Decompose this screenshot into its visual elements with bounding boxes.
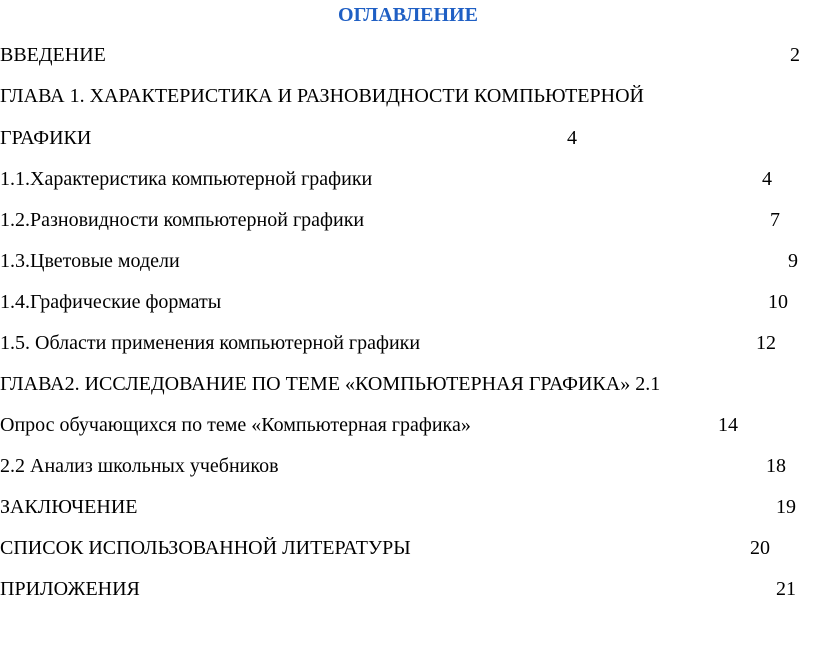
toc-page-number: 12 xyxy=(756,332,776,354)
toc-page-number: 4 xyxy=(762,168,772,190)
toc-entry-section-2-2: 2.2 Анализ школьных учебников xyxy=(0,455,279,477)
toc-page-number: 18 xyxy=(766,455,786,477)
toc-entry-section-2-1: Опрос обучающихся по теме «Компьютерная графика» xyxy=(0,414,471,436)
toc-page-number: 20 xyxy=(750,537,770,559)
toc-page-number: 21 xyxy=(776,578,796,600)
toc-entry-section-1-1: 1.1.Характеристика компьютерной графики xyxy=(0,168,373,190)
toc-entry-chapter2: ГЛАВА2. ИССЛЕДОВАНИЕ ПО ТЕМЕ «КОМПЬЮТЕРНАЯ ГРАФИКА» 2.1 xyxy=(0,373,661,395)
toc-page-number: 4 xyxy=(567,127,577,149)
toc-page-number: 19 xyxy=(776,496,796,518)
toc-page-number: 7 xyxy=(770,209,780,231)
toc-title: ОГЛАВЛЕНИЕ xyxy=(338,4,478,26)
toc-entry-introduction: ВВЕДЕНИЕ xyxy=(0,44,106,66)
toc-entry-references: СПИСОК ИСПОЛЬЗОВАННОЙ ЛИТЕРАТУРЫ xyxy=(0,537,411,559)
toc-page-number: 14 xyxy=(718,414,738,436)
toc-entry-section-1-2: 1.2.Разновидности компьютерной графики xyxy=(0,209,365,231)
toc-entry-chapter1-line1: ГЛАВА 1. ХАРАКТЕРИСТИКА И РАЗНОВИДНОСТИ КОМПЬЮТЕРНОЙ xyxy=(0,85,644,107)
toc-entry-section-1-4: 1.4.Графические форматы xyxy=(0,291,222,313)
toc-page-number: 10 xyxy=(768,291,788,313)
toc-entry-appendices: ПРИЛОЖЕНИЯ xyxy=(0,578,140,600)
toc-entry-section-1-3: 1.3.Цветовые модели xyxy=(0,250,180,272)
toc-entry-section-1-5: 1.5. Области применения компьютерной графики xyxy=(0,332,421,354)
toc-entry-conclusion: ЗАКЛЮЧЕНИЕ xyxy=(0,496,138,518)
toc-page-number: 9 xyxy=(788,250,798,272)
toc-entry-chapter1-line2: ГРАФИКИ xyxy=(0,127,92,149)
toc-page-number: 2 xyxy=(790,44,800,66)
